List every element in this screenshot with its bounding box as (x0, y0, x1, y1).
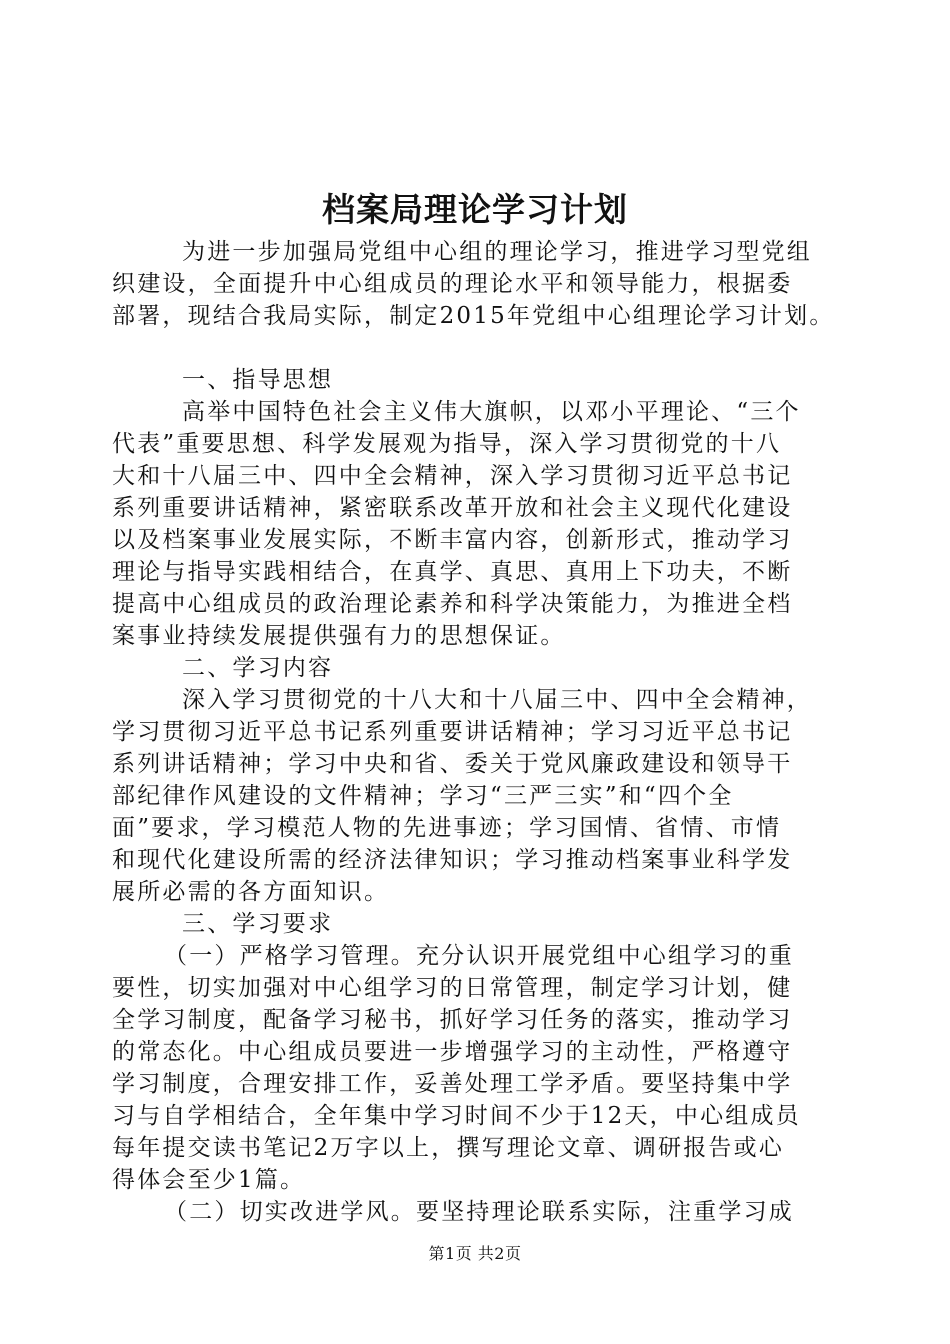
intro-line: 织建设，全面提升中心组成员的理论水平和领导能力，根据委 (112, 271, 793, 297)
section2-line: 学习贯彻习近平总书记系列重要讲话精神；学习习近平总书记 (112, 719, 793, 745)
intro-line: 部署，现结合我局实际，制定2015年党组中心组理论学习计划。 (112, 303, 835, 329)
section3-sub1-line: 的常态化。中心组成员要进一步增强学习的主动性，严格遵守 (112, 1039, 793, 1065)
section3-sub1-line: 习与自学相结合，全年集中学习时间不少于12天，中心组成员 (112, 1103, 801, 1129)
section-heading-study-requirements: 三、学习要求 (182, 911, 334, 937)
section1-line: 理论与指导实践相结合，在真学、真思、真用上下功夫，不断 (112, 559, 793, 585)
section1-line: 高举中国特色社会主义伟大旗帜，以邓小平理论、“三个 (182, 399, 801, 425)
section2-line: 展所必需的各方面知识。 (112, 879, 390, 905)
section1-line: 案事业持续发展提供强有力的思想保证。 (112, 623, 566, 649)
section3-sub1-line: 每年提交读书笔记2万字以上，撰写理论文章、调研报告或心 (112, 1135, 785, 1161)
section1-line: 以及档案事业发展实际，不断丰富内容，创新形式，推动学习 (112, 527, 793, 553)
section2-line: 深入学习贯彻党的十八大和十八届三中、四中全会精神， (182, 687, 812, 713)
document-title: 档案局理论学习计划 (322, 190, 628, 229)
paragraph-gap (112, 332, 842, 364)
section3-sub2-line: （二）切实改进学风。要坚持理论联系实际，注重学习成 (164, 1199, 794, 1225)
section2-line: 部纪律作风建设的文件精神；学习“三严三实”和“四个全 (112, 783, 734, 809)
section3-sub1-line: （一）严格学习管理。充分认识开展党组中心组学习的重 (164, 943, 794, 969)
section-heading-study-content: 二、学习内容 (182, 655, 334, 681)
section3-sub1-line: 学习制度，合理安排工作，妥善处理工学矛盾。要坚持集中学 (112, 1071, 793, 1097)
section1-line: 系列重要讲话精神，紧密联系改革开放和社会主义现代化建设 (112, 495, 793, 521)
section3-sub1-line: 要性，切实加强对中心组学习的日常管理，制定学习计划，健 (112, 975, 793, 1001)
section2-line: 面”要求，学习模范人物的先进事迹；学习国情、省情、市情 (112, 815, 782, 841)
section1-line: 提高中心组成员的政治理论素养和科学决策能力，为推进全档 (112, 591, 793, 617)
section-heading-guiding-ideology: 一、指导思想 (182, 367, 334, 393)
section2-line: 系列讲话精神；学习中央和省、委关于党风廉政建设和领导干 (112, 751, 793, 777)
section1-line: 代表”重要思想、科学发展观为指导，深入学习贯彻党的十八 (112, 431, 782, 457)
section2-line: 和现代化建设所需的经济法律知识；学习推动档案事业科学发 (112, 847, 793, 873)
document-body (112, 236, 842, 1228)
section1-line: 大和十八届三中、四中全会精神，深入学习贯彻习近平总书记 (112, 463, 793, 489)
section3-sub1-line: 得体会至少1篇。 (112, 1167, 306, 1193)
section3-sub1-line: 全学习制度，配备学习秘书，抓好学习任务的落实，推动学习 (112, 1007, 793, 1033)
page-footer: 第1页 共2页 (428, 1244, 522, 1263)
intro-line: 为进一步加强局党组中心组的理论学习，推进学习型党组 (182, 239, 812, 265)
